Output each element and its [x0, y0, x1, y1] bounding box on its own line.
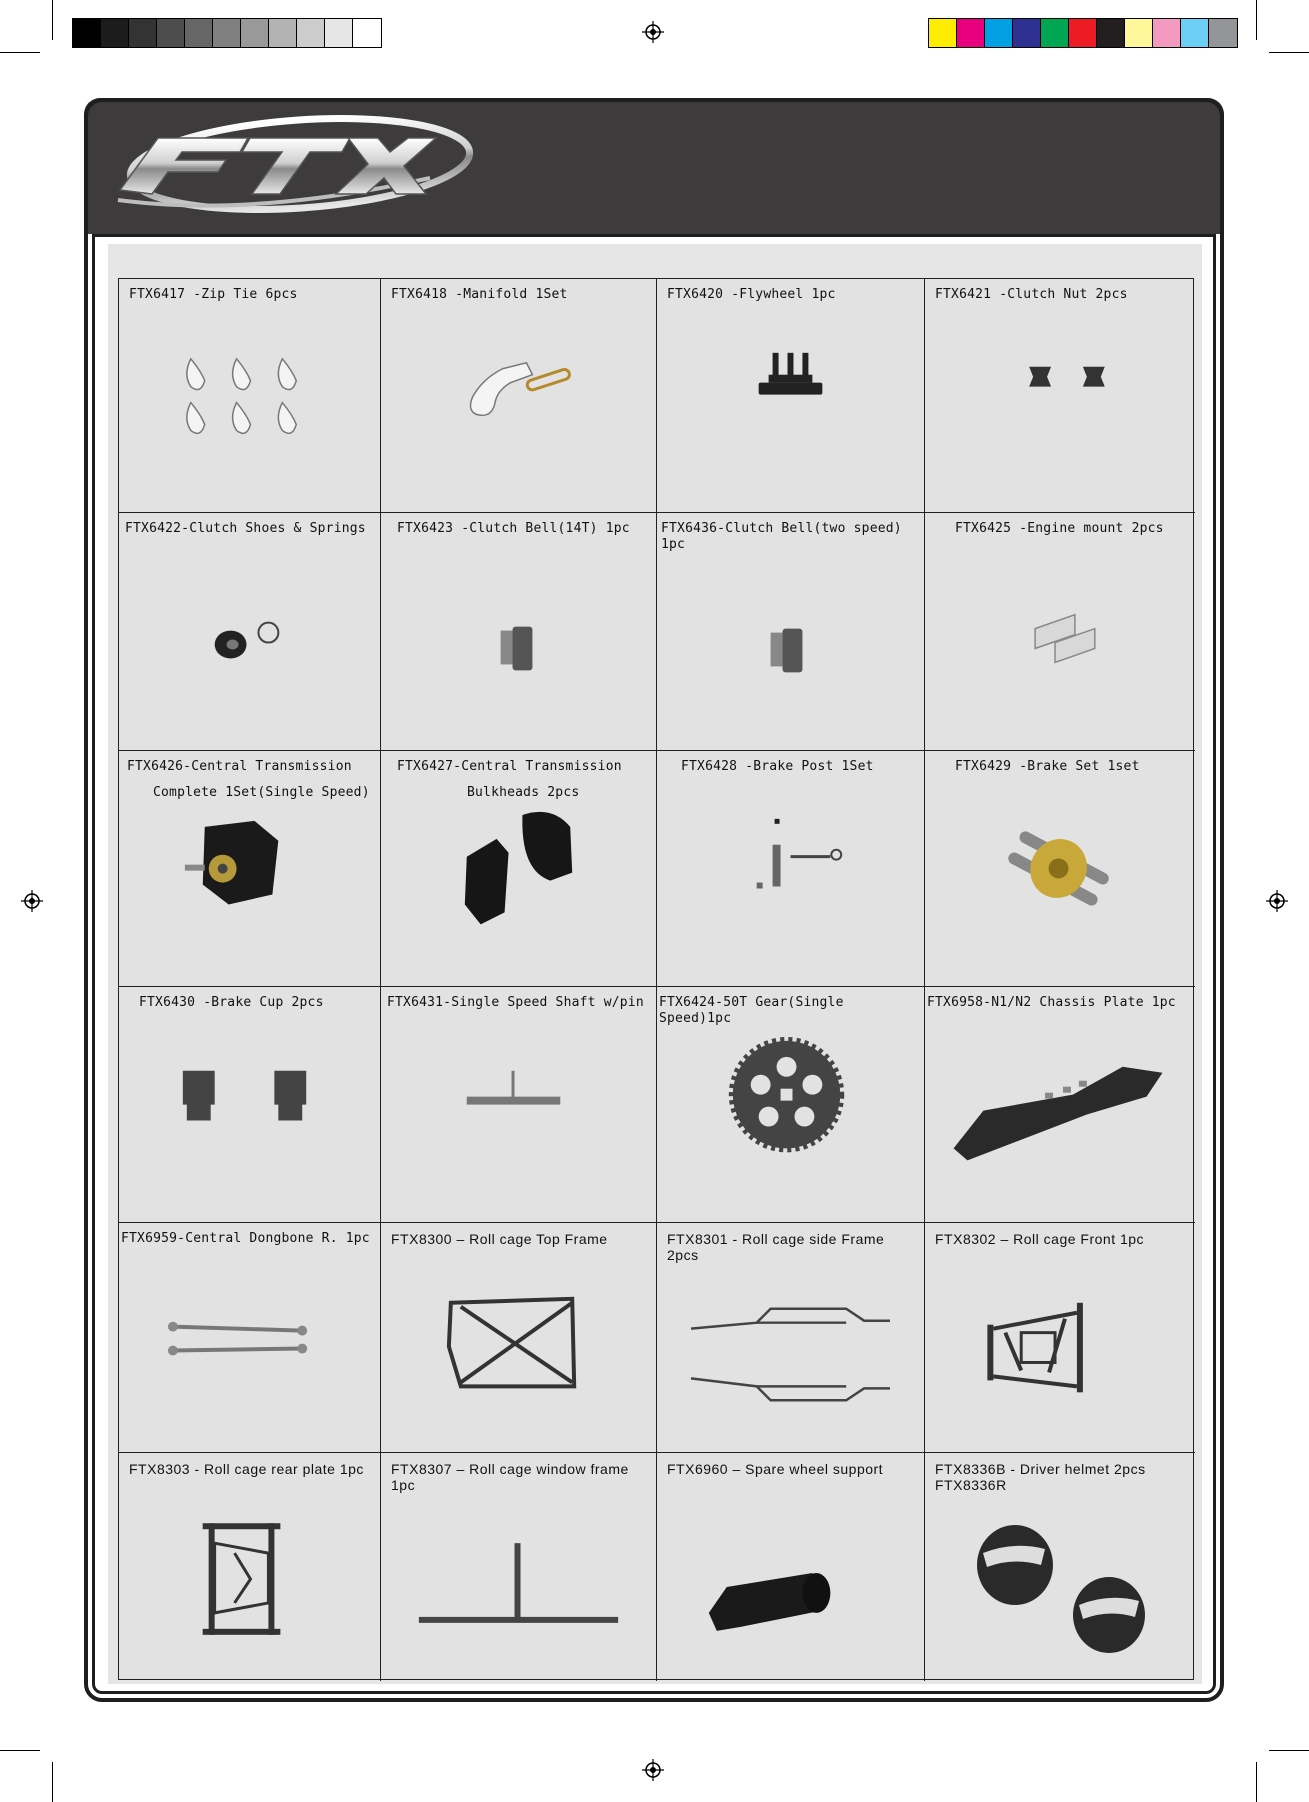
part-label-line1: FTX6422-Clutch Shoes & Springs	[125, 521, 366, 536]
part-cell	[657, 987, 925, 1223]
part-label	[935, 1461, 1189, 1493]
central-transmission-image	[119, 807, 380, 986]
part-cell	[381, 279, 657, 513]
crop-mark	[52, 1762, 53, 1802]
clutch-bell-image	[381, 553, 656, 750]
registration-mark-icon	[642, 1759, 664, 1781]
part-label	[121, 1231, 374, 1257]
color-swatch	[241, 19, 269, 47]
color-swatch	[1153, 19, 1181, 47]
part-label-line1: FTX6423 -Clutch Bell(14T) 1pc	[397, 521, 630, 536]
crop-mark	[1256, 0, 1257, 40]
part-label	[127, 759, 374, 801]
part-label-line1: FTX6427-Central Transmission	[397, 759, 622, 774]
part-label-line1: FTX6425 -Engine mount 2pcs	[955, 521, 1164, 536]
clutch-shoes-image	[119, 553, 380, 750]
manifold-image	[381, 319, 656, 512]
part-label-line1: FTX6428 -Brake Post 1Set	[681, 759, 874, 774]
part-label	[955, 521, 1189, 547]
color-swatch	[73, 19, 101, 47]
part-label-line1: FTX6417 -Zip Tie 6pcs	[129, 287, 298, 302]
part-cell	[119, 751, 381, 987]
part-cell	[381, 1453, 657, 1681]
spare-wheel-support-image	[657, 1493, 924, 1681]
part-cell	[657, 513, 925, 751]
part-cell	[381, 751, 657, 987]
chassis-plate-image	[925, 1027, 1195, 1222]
registration-mark-icon	[21, 890, 43, 912]
crop-mark	[1269, 1750, 1309, 1751]
brake-cup-image	[119, 1027, 380, 1222]
part-label-line1: FTX6418 -Manifold 1Set	[391, 287, 568, 302]
ftx-logo	[100, 108, 480, 228]
color-swatch	[157, 19, 185, 47]
part-cell	[925, 751, 1195, 987]
color-swatch	[1181, 19, 1209, 47]
part-label	[129, 287, 374, 313]
part-cell	[925, 1223, 1195, 1453]
part-cell	[925, 987, 1195, 1223]
part-label	[397, 759, 650, 801]
part-cell	[119, 279, 381, 513]
part-cell	[381, 987, 657, 1223]
part-cell	[119, 1223, 381, 1453]
part-cell	[381, 513, 657, 751]
flywheel-image	[657, 319, 924, 512]
part-cell	[925, 1453, 1195, 1681]
single-speed-shaft-image	[381, 1027, 656, 1222]
crop-mark	[0, 52, 40, 53]
transmission-bulkheads-image	[381, 807, 656, 986]
part-label-line1: FTX6421 -Clutch Nut 2pcs	[935, 287, 1128, 302]
color-swatch	[1209, 19, 1237, 47]
part-label-line2: 1pc	[391, 1477, 416, 1493]
part-label-line1: FTX8301 - Roll cage side Frame	[667, 1231, 885, 1247]
part-cell	[925, 513, 1195, 751]
brake-post-image	[657, 791, 924, 986]
color-swatch	[269, 19, 297, 47]
part-cell	[381, 1223, 657, 1453]
part-label	[129, 1461, 374, 1487]
part-cell	[119, 987, 381, 1223]
part-label-line2: 2pcs	[667, 1247, 699, 1263]
part-label-line1: FTX6424-50T Gear(Single Speed)1pc	[659, 995, 844, 1026]
color-swatch	[985, 19, 1013, 47]
part-label-line2: FTX8336R	[935, 1477, 1007, 1493]
parts-grid	[118, 278, 1194, 1680]
part-label-line1: FTX8303 - Roll cage rear plate 1pc	[129, 1461, 364, 1477]
registration-mark-icon	[642, 21, 664, 43]
grayscale-calibration-bar	[72, 18, 382, 48]
part-label-line1: FTX6430 -Brake Cup 2pcs	[139, 995, 324, 1010]
part-cell	[925, 279, 1195, 513]
part-label-line1: FTX6429 -Brake Set 1set	[955, 759, 1140, 774]
crop-mark	[1269, 52, 1309, 53]
part-label-line1: FTX6960 – Spare wheel support	[667, 1461, 884, 1477]
color-swatch	[101, 19, 129, 47]
spur-gear-image	[657, 1027, 924, 1222]
part-label	[125, 521, 374, 547]
part-label	[391, 287, 650, 313]
part-cell	[119, 1453, 381, 1681]
clutch-nut-image	[925, 319, 1195, 512]
part-cell	[657, 751, 925, 987]
part-label-line1: FTX8300 – Roll cage Top Frame	[391, 1231, 608, 1247]
part-label-line1: FTX6431-Single Speed Shaft w/pin	[387, 995, 644, 1010]
registration-mark-icon	[1266, 890, 1288, 912]
brake-set-image	[925, 791, 1195, 986]
part-cell	[657, 1223, 925, 1453]
part-label-line1: FTX8336B - Driver helmet 2pcs	[935, 1461, 1146, 1477]
zip-tie-image	[119, 319, 380, 512]
color-swatch	[297, 19, 325, 47]
color-swatch	[129, 19, 157, 47]
part-label	[927, 995, 1193, 1021]
crop-mark	[52, 0, 53, 40]
part-label-line1: FTX8302 – Roll cage Front 1pc	[935, 1231, 1145, 1247]
color-swatch	[1013, 19, 1041, 47]
crop-mark	[0, 1750, 40, 1751]
roll-cage-rear-plate-image	[119, 1493, 380, 1681]
crop-mark	[1256, 1762, 1257, 1802]
clutch-bell-two-speed-image	[657, 553, 924, 750]
engine-mount-image	[925, 553, 1195, 750]
part-label	[391, 1461, 650, 1493]
part-label-line1: FTX8307 – Roll cage window frame	[391, 1461, 629, 1477]
part-label	[391, 1231, 650, 1257]
part-label	[935, 1231, 1189, 1257]
part-label	[667, 287, 918, 313]
roll-cage-top-frame-image	[381, 1263, 656, 1452]
part-label-line2: Complete 1Set(Single Speed)	[153, 785, 370, 800]
part-label	[387, 995, 650, 1021]
part-label	[681, 759, 918, 785]
part-cell	[119, 513, 381, 751]
part-label	[935, 287, 1189, 313]
part-label-line1: FTX6436-Clutch Bell(two speed) 1pc	[661, 521, 902, 552]
part-label-line2: Bulkheads 2pcs	[467, 785, 580, 800]
color-swatch	[1097, 19, 1125, 47]
part-label	[955, 759, 1189, 785]
roll-cage-window-frame-image	[381, 1493, 656, 1681]
part-cell	[657, 1453, 925, 1681]
central-dogbone-image	[119, 1263, 380, 1452]
part-label-line1: FTX6420 -Flywheel 1pc	[667, 287, 836, 302]
color-swatch	[213, 19, 241, 47]
roll-cage-side-frame-image	[657, 1263, 924, 1452]
part-label-line1: FTX6959-Central Dongbone R. 1pc	[121, 1231, 370, 1246]
part-label	[139, 995, 374, 1021]
color-swatch	[353, 19, 381, 47]
part-label	[397, 521, 650, 547]
color-swatch	[929, 19, 957, 47]
color-swatch	[957, 19, 985, 47]
part-label-line1: FTX6958-N1/N2 Chassis Plate 1pc	[927, 995, 1176, 1010]
color-swatch	[1041, 19, 1069, 47]
color-swatch	[1069, 19, 1097, 47]
part-label	[667, 1231, 918, 1263]
color-swatch	[1125, 19, 1153, 47]
driver-helmet-image	[925, 1493, 1195, 1681]
roll-cage-front-image	[925, 1263, 1195, 1452]
part-cell	[657, 279, 925, 513]
color-calibration-bar	[928, 18, 1238, 48]
part-label-line1: FTX6426-Central Transmission	[127, 759, 352, 774]
part-label	[667, 1461, 918, 1487]
color-swatch	[185, 19, 213, 47]
color-swatch	[325, 19, 353, 47]
